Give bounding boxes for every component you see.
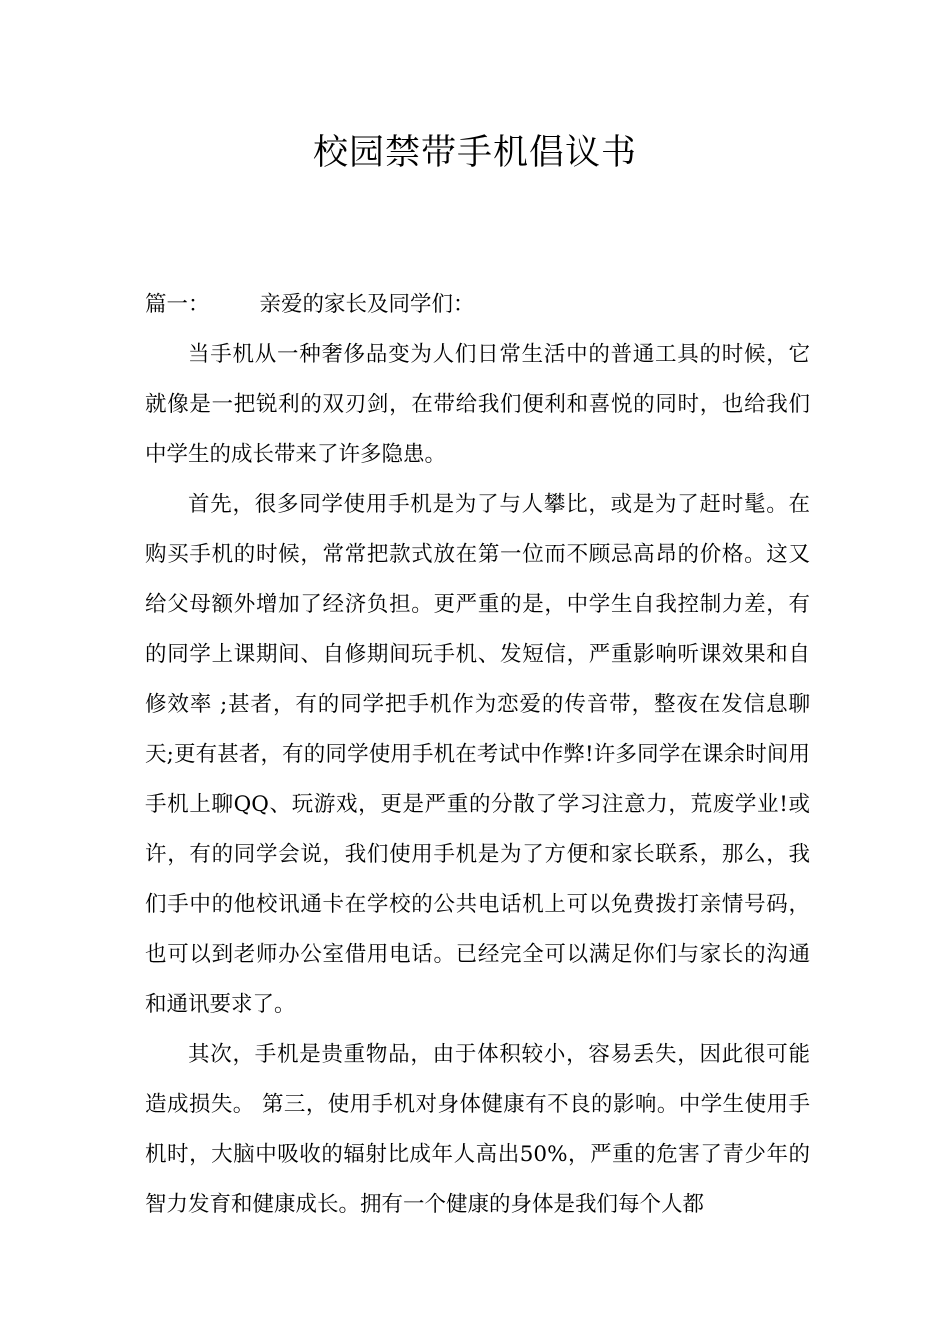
paragraph-intro: 当手机从一种奢侈品变为人们日常生活中的普通工具的时候，它就像是一把锐利的双刃剑，在带给我们便利和喜悦的同时，也给我们中学生的成长带来了许多隐患。 [145, 342, 810, 467]
salutation-line [145, 280, 810, 330]
document-body [145, 280, 810, 1230]
document-title: 校园禁带手机倡议书 [312, 133, 637, 173]
section-label: 篇一： [145, 292, 210, 317]
greeting: 亲爱的家长及同学们： [259, 292, 475, 317]
paragraph-second-reason: 其次，手机是贵重物品，由于体积较小，容易丢失，因此很可能造成损失。 第三，使用手机对身体健康有不良的影响。中学生使用手机时，大脑中吸收的辐射比成年人高出50%，严重的危害了青少年的智力发育和健康成长。拥有一个健康的身体是我们每个人都 [145, 1042, 810, 1217]
paragraph-first-reason: 首先，很多同学使用手机是为了与人攀比，或是为了赶时髦。在购买手机的时候，常常把款式放在第一位而不顾忌高昂的价格。这又给父母额外增加了经济负担。更严重的是，中学生自我控制力差，有的同学上课期间、自修期间玩手机、发短信，严重影响听课效果和自修效率 ;甚者，有的同学把手机作为恋爱的传音带，整夜在发信息聊天;更有甚者，有的同学使用手机在考试中作弊!许多同学在课余时间用手机上聊QQ、玩游戏，更是严重的分散了学习注意力，荒废学业!或许，有的同学会说，我们使用手机是为了方便和家长联系，那么，我们手中的他校讯通卡在学校的公共电话机上可以免费拨打亲情号码，也可以到老师办公室借用电话。已经完全可以满足你们与家长的沟通和通讯要求了。 [145, 492, 810, 1017]
